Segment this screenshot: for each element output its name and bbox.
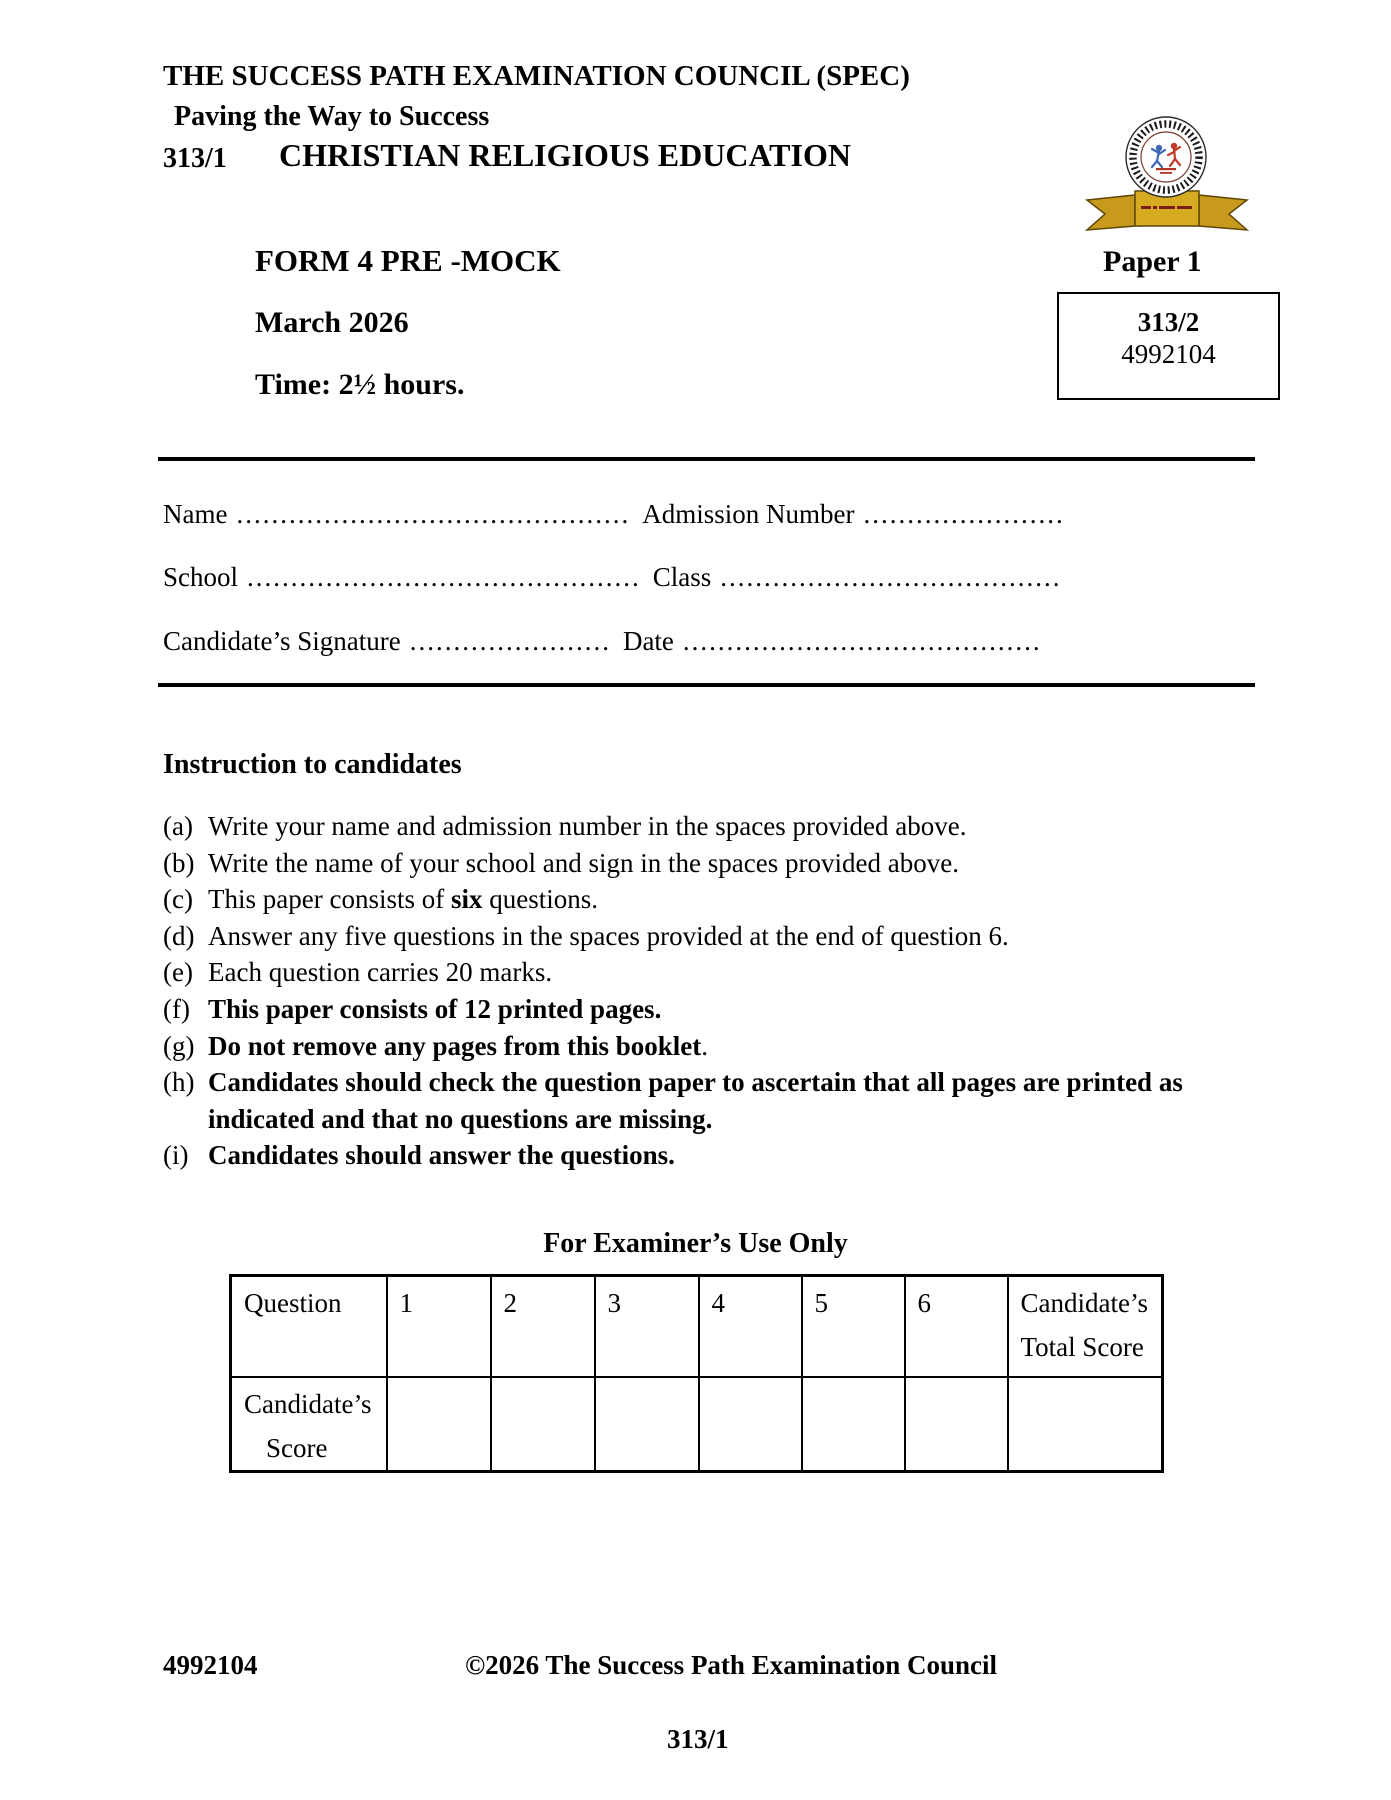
field-label: Candidate’s Signature — [163, 626, 401, 656]
instruction-text — [208, 1028, 1243, 1065]
paper-code: 313/1 — [163, 143, 227, 174]
examiner-table — [229, 1274, 1164, 1473]
instruction-item — [163, 845, 1243, 882]
candidate-score-label-cell — [231, 1377, 387, 1472]
field-label: Name — [163, 499, 228, 529]
instruction-label: (i) — [163, 1140, 189, 1171]
examiner-header-cell: 1 — [387, 1276, 491, 1378]
examiner-score-row — [231, 1377, 1163, 1472]
examiner-header-cell: Question — [231, 1276, 387, 1378]
instruction-text — [208, 991, 1243, 1028]
instruction-segment: Candidates should answer the questions. — [208, 1140, 675, 1171]
instruction-label: (a) — [163, 811, 193, 841]
instruction-segment: Answer any five questions in the spaces provided at the end of question 6. — [208, 920, 1009, 951]
horizontal-rule-bottom — [158, 683, 1255, 687]
instruction-segment: six — [450, 884, 483, 915]
instruction-segment: Do not remove any pages from this booklet — [208, 1030, 702, 1061]
council-title: THE SUCCESS PATH EXAMINATION COUNCIL (SPEC) — [163, 60, 910, 92]
field-label: Admission Number — [642, 499, 855, 529]
instruction-segment: Write your name and admission number in the spaces provided above. — [208, 811, 967, 841]
instruction-label: (b) — [163, 847, 195, 878]
cell-line: Score — [266, 1433, 328, 1463]
field-label: School — [163, 562, 239, 592]
instruction-segment: . — [701, 1030, 708, 1061]
instruction-text — [208, 918, 1243, 955]
form-line — [163, 563, 1074, 593]
paper-number: Paper 1 — [1103, 245, 1202, 278]
dotted-fill-line: ....................... — [409, 626, 611, 656]
field-label: Date — [622, 626, 674, 656]
dotted-fill-line: ....................................... — [720, 562, 1062, 592]
instructions-list — [163, 808, 1243, 1174]
examiner-total-header-cell — [1008, 1276, 1163, 1378]
instruction-item — [163, 991, 1243, 1028]
instruction-label: (d) — [163, 920, 195, 951]
instruction-text — [208, 881, 1243, 918]
examiner-header-cell: 2 — [491, 1276, 595, 1378]
instruction-segment: This paper consists of 12 printed pages. — [208, 993, 662, 1024]
examiner-header-cell: 6 — [905, 1276, 1008, 1378]
instruction-item — [163, 808, 1243, 845]
time-allowed: Time: 2½ hours. — [255, 368, 465, 401]
instruction-segment: Write the name of your school and sign in the spaces provided above. — [208, 847, 959, 878]
score-entry-cell — [802, 1377, 905, 1472]
horizontal-rule-top — [158, 457, 1255, 461]
council-tagline: Paving the Way to Success — [174, 101, 490, 132]
examiner-use-title: For Examiner’s Use Only — [543, 1228, 848, 1259]
score-entry-cell — [595, 1377, 699, 1472]
cell-line: Total Score — [1020, 1332, 1144, 1362]
instruction-label: (g) — [163, 1030, 195, 1061]
instruction-segment: questions. — [482, 884, 598, 915]
instruction-item — [163, 1028, 1243, 1065]
instruction-segment: This paper consists of — [208, 884, 451, 915]
instruction-item — [163, 954, 1243, 991]
instruction-item — [163, 1137, 1243, 1174]
score-entry-cell — [491, 1377, 595, 1472]
box-paper-code: 313/2 — [1137, 307, 1200, 337]
dotted-fill-line: ......................................... — [682, 626, 1042, 656]
instruction-segment: Each question carries 20 marks. — [208, 957, 553, 988]
instruction-item — [163, 881, 1243, 918]
spec-council-logo-icon — [1083, 104, 1251, 232]
instruction-label: (f) — [163, 993, 190, 1024]
dotted-fill-line: ............................................. — [247, 562, 641, 592]
field-label: Class — [652, 562, 712, 592]
footer-copyright: ©2026 The Success Path Examination Council — [465, 1650, 997, 1680]
examiner-header-cell: 5 — [802, 1276, 905, 1378]
dotted-fill-line: ....................... — [863, 499, 1065, 529]
instruction-text — [208, 845, 1243, 882]
exam-date: March 2026 — [255, 306, 409, 339]
instruction-segment: Candidates should check the question paper to ascertain that all pages are printed as indicated and that no questions are missing. — [208, 1067, 1183, 1134]
paper-code-box — [1057, 292, 1280, 400]
instructions-heading: Instruction to candidates — [163, 749, 462, 780]
instruction-text — [208, 954, 1243, 991]
exam-series: FORM 4 PRE -MOCK — [255, 243, 561, 278]
instruction-text — [208, 1137, 1243, 1174]
score-entry-cell — [1008, 1377, 1163, 1472]
examiner-header-row — [231, 1276, 1163, 1378]
footer-serial: 4992104 — [163, 1650, 258, 1680]
form-line — [163, 500, 1077, 530]
instruction-text — [208, 1064, 1243, 1137]
instruction-label: (e) — [163, 957, 193, 988]
score-entry-cell — [387, 1377, 491, 1472]
instruction-label: (h) — [163, 1067, 195, 1098]
instruction-item — [163, 1064, 1243, 1137]
score-entry-cell — [699, 1377, 802, 1472]
form-line — [163, 627, 1054, 657]
instruction-label: (c) — [163, 884, 193, 915]
examiner-header-cell: 4 — [699, 1276, 802, 1378]
cell-line: Candidate’s — [1020, 1288, 1148, 1318]
score-entry-cell — [905, 1377, 1008, 1472]
footer-paper-code: 313/1 — [667, 1724, 729, 1754]
examiner-header-cell: 3 — [595, 1276, 699, 1378]
box-serial-number: 4992104 — [1121, 339, 1216, 369]
instruction-item — [163, 918, 1243, 955]
dotted-fill-line: ............................................. — [236, 499, 631, 529]
cell-line: Candidate’s — [244, 1389, 372, 1419]
instruction-text — [208, 808, 1243, 845]
subject-title: CHRISTIAN RELIGIOUS EDUCATION — [279, 137, 851, 173]
ribbon-microtext — [1141, 206, 1192, 209]
